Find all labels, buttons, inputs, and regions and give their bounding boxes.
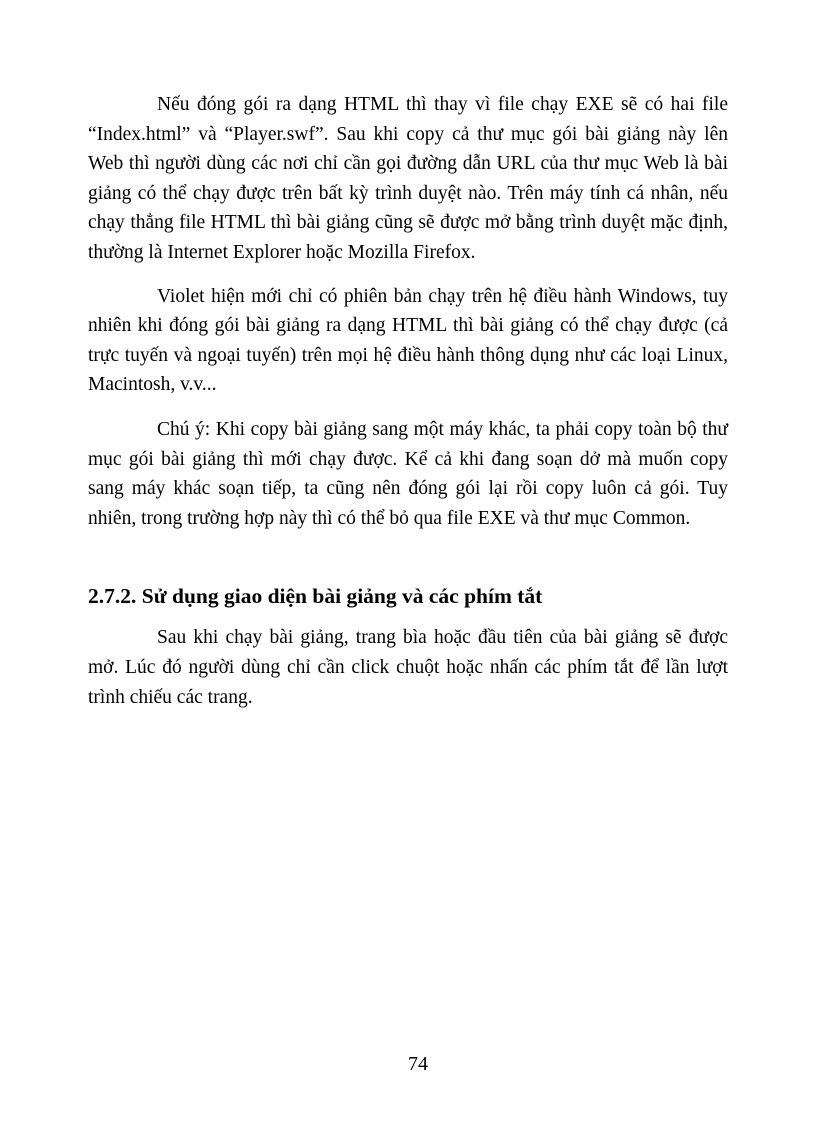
section-heading: 2.7.2. Sử dụng giao diện bài giảng và các phím tắt <box>88 584 543 609</box>
paragraph-violet-platforms: Violet hiện mới chỉ có phiên bản chạy trên hệ điều hành Windows, tuy nhiên khi đóng gói bài giảng ra dạng HTML thì bài giảng có thể chạy được (cả trực tuyến và ngoại tuyến) trên mọi hệ điều hành thông dụng như các loại Linux, Macintosh, v.v... <box>88 285 728 396</box>
page-content <box>88 90 728 712</box>
paragraph-copy-note: Chú ý: Khi copy bài giảng sang một máy khác, ta phải copy toàn bộ thư mục gói bài giảng thì mới chạy được. Kể cả khi đang soạn dở mà muốn copy sang máy khác soạn tiếp, ta cũng nên đóng gói lại rồi copy luôn cả gói. Tuy nhiên, trong trường hợp này thì có thể bỏ qua file EXE và thư mục Common. <box>88 418 728 529</box>
paragraph-usage-intro: Sau khi chạy bài giảng, trang bìa hoặc đầu tiên của bài giảng sẽ được mở. Lúc đó người dùng chỉ cần click chuột hoặc nhấn các phím tắt để lần lượt trình chiếu các trang. <box>88 627 728 708</box>
paragraph-html-export: Nếu đóng gói ra dạng HTML thì thay vì file chạy EXE sẽ có hai file “Index.html” và “Player.swf”. Sau khi copy cả thư mục gói bài giảng này lên Web thì người dùng các nơi chỉ cần gọi đường dẫn URL của thư mục Web là bài giảng có thể chạy được trên bất kỳ trình duyệt nào. Trên máy tính cá nhân, nếu chạy thẳng file HTML thì bài giảng cũng sẽ được mở bằng trình duyệt mặc định, thường là Internet Explorer hoặc Mozilla Firefox. <box>88 94 728 263</box>
page-number: 74 <box>408 1053 428 1075</box>
